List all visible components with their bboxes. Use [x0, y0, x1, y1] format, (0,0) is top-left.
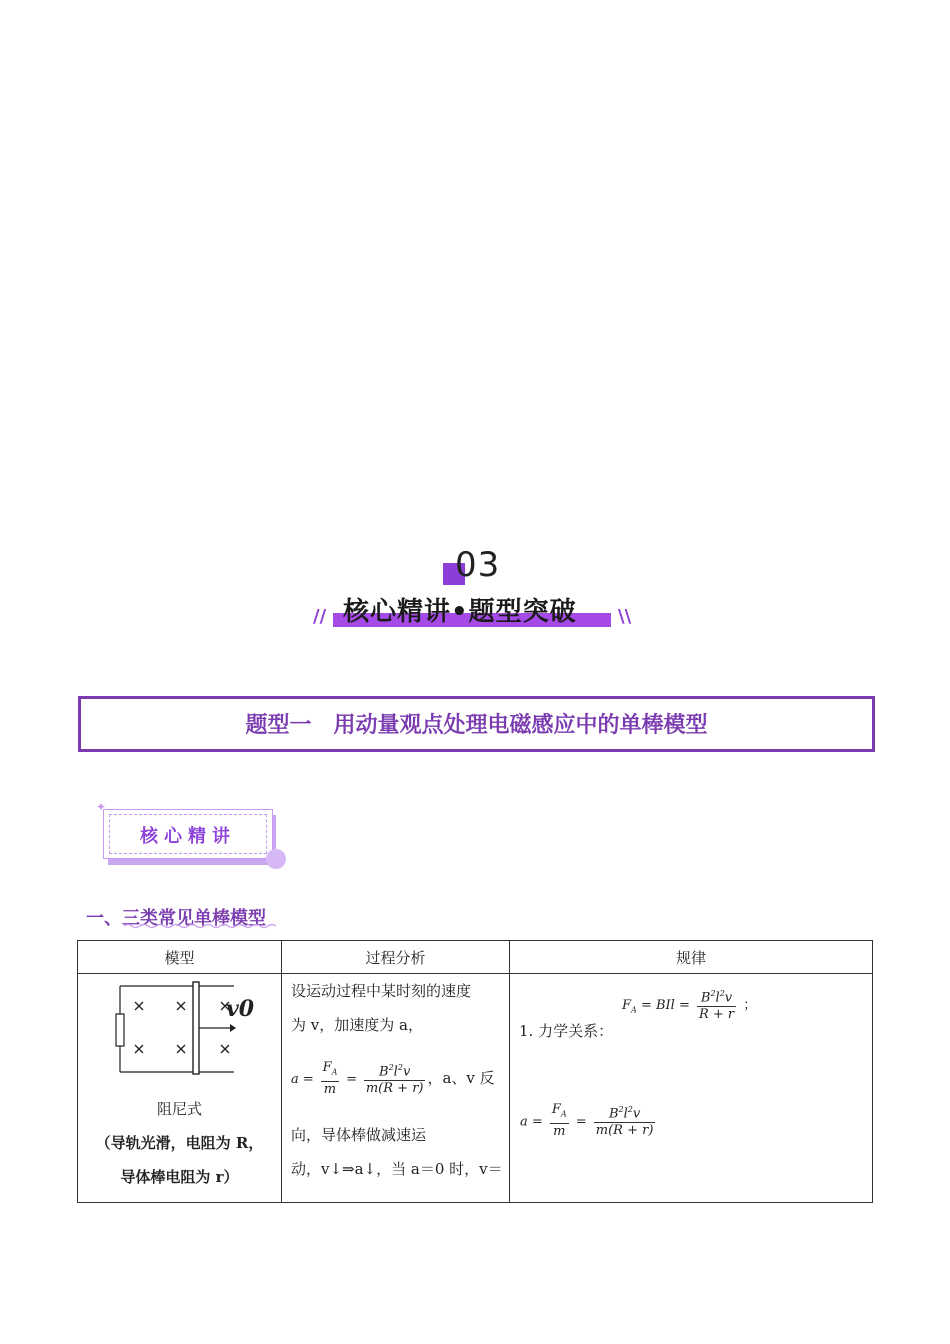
section-title: 核心精讲•题型突破 [343, 597, 577, 627]
section-number: 03 [455, 545, 501, 585]
model-name: 阻尼式 [156, 1100, 202, 1118]
topic-title: 题型一 用动量观点处理电磁感应中的单棒模型 [245, 713, 708, 738]
rule-cell [510, 974, 873, 1203]
model-note-line2: 导体棒电阻为 r） [120, 1168, 239, 1186]
process-formula-line: a = $\frac{F_A}{m}$ = $\frac{B^2l^2v}{m(R + r)}$ ，a、v 反 [291, 1060, 495, 1097]
left-slash-decoration: // [313, 606, 327, 627]
rule-formula-force: $F_A$ = BIl = $\frac{B^2l^2v}{R + r}$ ； [622, 986, 756, 1023]
formula-fraction: $\frac{F_A}{m}$ [551, 1102, 567, 1139]
model-table [77, 940, 873, 1203]
table-row [78, 974, 873, 1203]
process-line4: 向，导体棒做减速运 [291, 1125, 427, 1144]
heading-wave-underline [124, 923, 276, 929]
table-header-process: 过程分析 [282, 941, 510, 974]
process-after-formula: ，a、v 反 [427, 1068, 495, 1087]
table-header-model: 模型 [78, 941, 282, 974]
model-cell [78, 974, 282, 1203]
process-cell [282, 974, 510, 1203]
rule-item1: 1. 力学关系： [519, 1022, 614, 1040]
formula-fraction: $\frac{B^2l^2v}{m(R + r)}$ [364, 1060, 426, 1097]
badge-dot-decoration [266, 849, 286, 869]
velocity-label: v0 [226, 996, 255, 1022]
badge-label: 核心精讲 [140, 826, 236, 847]
formula-fraction: $\frac{B^2l^2v}{R + r}$ [697, 986, 736, 1023]
process-line5: 动，v↓⇒a↓，当 a＝0 时，v＝ [291, 1159, 503, 1178]
right-slash-decoration: \\ [618, 606, 632, 627]
sparkle-icon: ✦ [96, 800, 107, 814]
section-heading: 一、三类常见单棒模型 [86, 908, 266, 929]
rule-formula-accel: a = $\frac{F_A}{m}$ = $\frac{B^2l^2v}{m(R + r)}$ [520, 1102, 654, 1139]
process-line2: 为 v，加速度为 a， [291, 1016, 423, 1034]
circuit-diagram [106, 978, 256, 1078]
formula-fraction: $\frac{F_A}{m}$ [322, 1060, 338, 1097]
model-note-line1: （导轨光滑，电阻为 R， [95, 1134, 264, 1152]
formula-fraction: $\frac{B^2l^2v}{m(R + r)}$ [594, 1102, 656, 1139]
table-header-row [78, 941, 873, 974]
process-line1: 设运动过程中某时刻的速度 [291, 982, 472, 1000]
table-header-rule: 规律 [510, 941, 873, 974]
